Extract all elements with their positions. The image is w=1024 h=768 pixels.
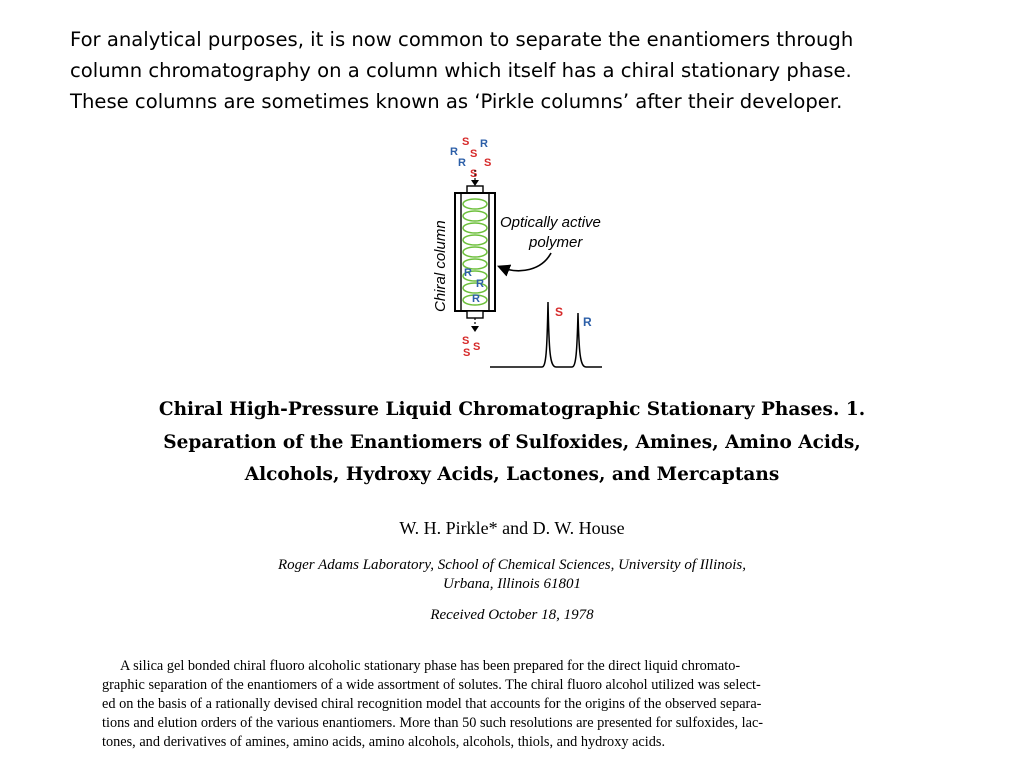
outlet-arrow-icon	[471, 326, 479, 332]
enantiomer-letter-r: R	[464, 267, 472, 279]
peak-label-r: R	[583, 315, 592, 329]
affiliation-line: Urbana, Illinois 61801	[443, 575, 581, 592]
polymer-label-line-2: polymer	[529, 234, 583, 251]
abstract-line: graphic separation of the enantiomers of a wide assortment of solutes. The chiral fluoro alcohol utilized was select-	[102, 677, 761, 693]
enantiomer-letter-s: S	[473, 341, 481, 353]
paper-abstract	[102, 657, 922, 752]
abstract-line: A silica gel bonded chiral fluoro alcoholic stationary phase has been prepared for the direct liquid chromato-	[120, 658, 741, 674]
affiliation-line: Roger Adams Laboratory, School of Chemical Sciences, University of Illinois,	[277, 557, 746, 573]
enantiomer-letter-r: R	[472, 293, 480, 305]
paper-authors: W. H. Pirkle* and D. W. House	[399, 518, 625, 538]
abstract-line: tones, and derivatives of amines, amino acids, amino alcohols, alcohols, thiols, and hydroxy acids.	[102, 734, 666, 750]
intro-line: These columns are sometimes known as ‘Pirkle columns’ after their developer.	[70, 90, 843, 113]
enantiomer-letter-s: S	[462, 136, 470, 148]
column-top-cap	[467, 186, 483, 193]
received-date: Received October 18, 1978	[430, 607, 594, 623]
column-bottom-cap	[467, 311, 483, 318]
polymer-arrow	[500, 253, 551, 271]
enantiomer-letter-s: S	[470, 168, 478, 180]
enantiomer-letter-s: S	[463, 347, 471, 359]
intro-line: column chromatography on a column which itself has a chiral stationary phase.	[70, 59, 852, 82]
paper-title-line: Alcohols, Hydroxy Acids, Lactones, and Mercaptans	[244, 464, 780, 485]
enantiomer-letter-r: R	[480, 138, 488, 150]
enantiomer-letter-s: S	[470, 148, 478, 160]
chiral-column-figure	[420, 130, 630, 375]
paper-title-line: Chiral High-Pressure Liquid Chromatographic Stationary Phases. 1.	[158, 399, 866, 420]
chromatogram-trace	[490, 302, 602, 367]
enantiomer-letter-r: R	[476, 278, 484, 290]
enantiomer-letter-r: R	[450, 146, 458, 158]
abstract-line: ed on the basis of a rationally devised chiral recognition model that accounts for the origins of the observed separa-	[102, 696, 762, 712]
paper-title	[100, 394, 924, 492]
enantiomer-letter-s: S	[462, 335, 470, 347]
abstract-line: tions and elution orders of the various enantiomers. More than 50 such resolutions are presented for sulfoxides, lac-	[102, 715, 764, 731]
intro-paragraph	[70, 24, 970, 117]
peak-label-s: S	[555, 305, 564, 319]
chiral-column-label: Chiral column	[432, 220, 449, 312]
paper-affiliation	[100, 556, 924, 593]
enantiomer-letter-s: S	[484, 157, 492, 169]
intro-line: For analytical purposes, it is now common to separate the enantiomers through	[70, 28, 854, 51]
enantiomer-letter-r: R	[458, 157, 466, 169]
paper-title-line: Separation of the Enantiomers of Sulfoxides, Amines, Amino Acids,	[163, 431, 861, 453]
inlet-arrow-icon	[471, 180, 479, 186]
polymer-label-line-1: Optically active	[500, 214, 601, 231]
